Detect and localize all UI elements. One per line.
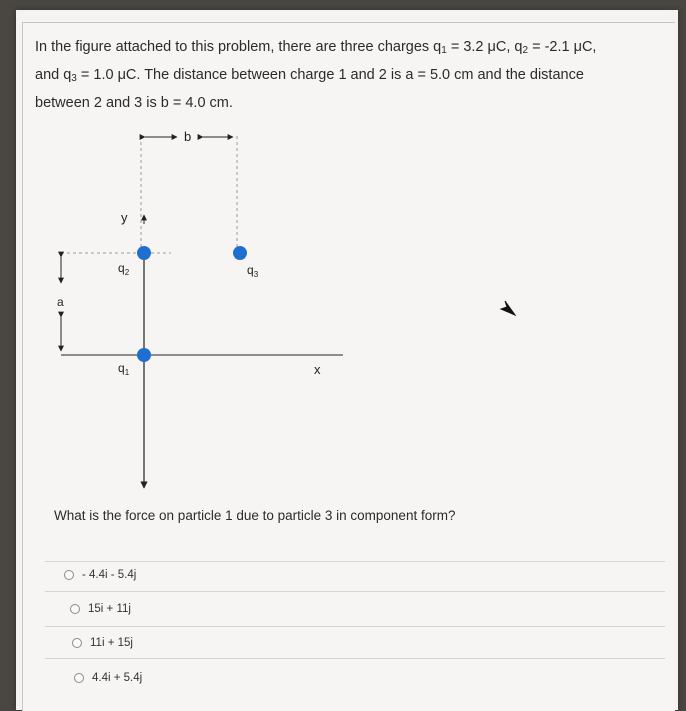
question-line-3: between 2 and 3 is b = 4.0 cm.	[35, 95, 233, 111]
option-divider	[45, 591, 665, 592]
charge-q3	[233, 246, 247, 260]
y-axis-label: y	[121, 210, 128, 225]
radio-icon[interactable]	[70, 604, 80, 614]
page-sheet	[16, 10, 678, 710]
option-3[interactable]	[72, 637, 133, 649]
option-1[interactable]	[64, 569, 136, 581]
charge-q1	[137, 348, 151, 362]
x-axis-label: x	[314, 362, 321, 377]
a-label: a	[57, 295, 64, 309]
option-4[interactable]	[74, 672, 142, 684]
question-line-1: In the figure attached to this problem, there are three charges $q_1 = 3.2$ μC, $q_2 = -2.1$ μC,	[35, 39, 597, 56]
option-divider	[45, 658, 665, 659]
option-label: 11i + 15j	[90, 637, 133, 649]
option-2[interactable]	[70, 603, 131, 615]
option-divider	[45, 626, 665, 627]
subquestion-text: What is the force on particle 1 due to particle 3 in component form?	[54, 508, 456, 523]
radio-icon[interactable]	[64, 570, 74, 580]
q1-label: $q_1$	[118, 361, 130, 377]
q3-label: $q_3$	[247, 263, 259, 279]
question-line-2: and $q_3 = 1.0$ μC. The distance between charge 1 and 2 is a = 5.0 cm and the distance	[35, 67, 584, 84]
charge-q2	[137, 246, 151, 260]
option-label: 15i + 11j	[88, 603, 131, 615]
question-card	[22, 22, 675, 711]
mouse-cursor-icon	[501, 301, 515, 315]
q2-label: $q_2$	[118, 261, 130, 277]
option-label: 4.4i + 5.4j	[92, 672, 143, 684]
option-divider	[45, 561, 665, 562]
b-label: b	[184, 129, 192, 144]
option-label: - 4.4i - 5.4j	[82, 569, 137, 581]
radio-icon[interactable]	[72, 638, 82, 648]
radio-icon[interactable]	[74, 673, 84, 683]
